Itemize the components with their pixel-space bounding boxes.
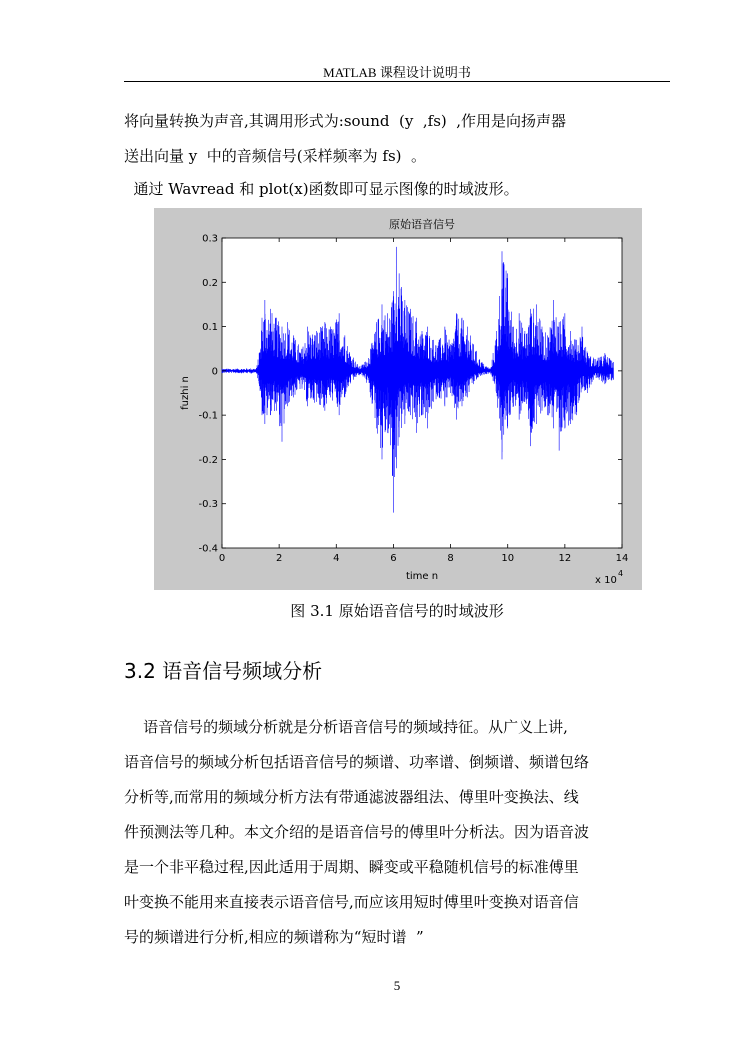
x-tick-label: 12 <box>558 553 572 564</box>
x-tick-label: 10 <box>501 553 515 564</box>
figure-caption: 图 3.1 原始语音信号的时域波形 <box>290 602 504 620</box>
y-tick-label: -0.3 <box>198 499 218 511</box>
header-rule <box>124 81 670 82</box>
chart-title: 原始语音信号 <box>389 218 455 231</box>
intro-line-1: 将向量转换为声音,其调用形式为:sound (y ,fs) ,作用是向扬声器 <box>124 112 567 130</box>
body-line-6: 叶变换不能用来直接表示语音信号,而应该用短时傅里叶变换对语音信 <box>124 893 579 911</box>
x-tick-label: 8 <box>447 553 454 564</box>
waveform-chart <box>154 208 642 590</box>
page-number: 5 <box>393 978 401 993</box>
body-line-7: 号的频谱进行分析,相应的频谱称为“短时谱 ” <box>124 928 424 946</box>
y-tick-label: 0.2 <box>202 277 218 289</box>
x-tick-label: 0 <box>218 553 226 564</box>
body-line-1: 语音信号的频域分析就是分析语音信号的频域持征。从广义上讲, <box>124 718 568 736</box>
x-exponent-label: x 10 <box>595 575 617 586</box>
body-line-2: 语音信号的频域分析包括语音信号的频谱、功率谱、倒频谱、频谱包络 <box>124 753 590 771</box>
x-exponent-power: 4 <box>618 569 624 578</box>
x-tick-label: 6 <box>390 553 397 564</box>
y-tick-label: 0.1 <box>202 322 218 334</box>
waveform-figure <box>154 208 642 590</box>
y-axis-label: fuzhi n <box>180 376 191 410</box>
intro-line-2: 送出向量 y 中的音频信号(采样频率为 fs) 。 <box>124 147 427 165</box>
x-tick-label: 2 <box>275 553 283 564</box>
body-line-4: 件预测法等几种。本文介绍的是语音信号的傅里叶分析法。因为语音波 <box>124 823 590 841</box>
y-tick-label: -0.4 <box>198 543 218 555</box>
x-tick-label: 4 <box>333 553 340 564</box>
section-heading: 3.2 语音信号频域分析 <box>124 659 323 683</box>
page-header: MATLAB 课程设计说明书 <box>323 65 471 80</box>
y-tick-label: -0.2 <box>198 454 218 466</box>
y-tick-label: -0.1 <box>198 410 218 422</box>
x-axis-label: time n <box>405 571 439 582</box>
x-tick-label: 14 <box>615 553 629 564</box>
body-line-5: 是一个非平稳过程,因此适用于周期、瞬变或平稳随机信号的标准傅里 <box>124 858 579 876</box>
intro-line-3: 通过 Wavread 和 plot(x)函数即可显示图像的时域波形。 <box>124 180 519 198</box>
y-tick-label: 0 <box>211 366 218 378</box>
body-line-3: 分析等,而常用的频域分析方法有带通滤波器组法、傅里叶变换法、线 <box>124 788 579 806</box>
y-tick-label: 0.3 <box>202 233 218 245</box>
